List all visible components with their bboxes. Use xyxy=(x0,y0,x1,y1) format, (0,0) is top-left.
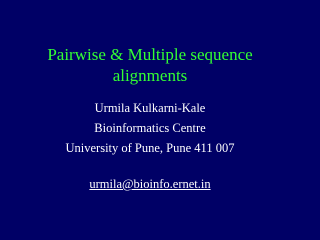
slide-title-line-2: alignments xyxy=(112,66,188,85)
email-block xyxy=(0,176,300,192)
slide-title xyxy=(0,44,300,86)
author-institution: University of Pune, Pune 411 007 xyxy=(65,141,235,155)
email-link[interactable]: urmila@bioinfo.ernet.in xyxy=(89,177,211,191)
slide-title-line-1: Pairwise & Multiple sequence xyxy=(47,45,253,64)
author-block xyxy=(0,98,300,158)
author-name: Urmila Kulkarni-Kale xyxy=(94,101,206,115)
author-affiliation: Bioinformatics Centre xyxy=(94,121,206,135)
